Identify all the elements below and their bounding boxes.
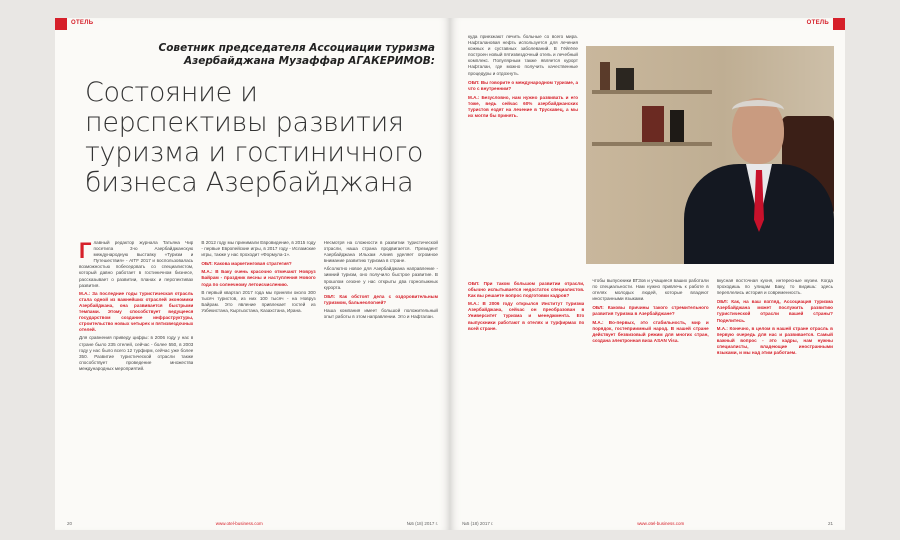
question-heading: ОБЛ: Вы говорите о международном туризме, а что с внутренним? xyxy=(468,79,578,91)
question-heading: ОБЛ: Как обстоят дела с оздоровительным туризмом, бальнеологией? xyxy=(323,293,438,305)
book xyxy=(600,62,610,90)
right-top-column xyxy=(468,34,578,264)
body-paragraph: вкусная восточная кухня, интересные музеи. Когда проходишь по улицам Баку, то видишь: здесь переплелись история и современность. xyxy=(716,278,833,296)
footer-website: www.otel-business.com xyxy=(215,521,263,526)
question-heading: ОБЛ: Как, на ваш взгляд, Ассоциация туризма Азербайджана может послужить развитию туристической отрасли вашей страны? Поделитесь. xyxy=(716,299,833,323)
section-label: ОТЕЛЬ xyxy=(806,20,829,26)
footer-issue: №5 (18) 2017 г. xyxy=(406,521,438,526)
article-subtitle xyxy=(135,42,435,68)
answer-paragraph: М.А.: В Баку очень красочно отмечают Новруз Байрам - праздник весны и наступления Нового года по солнечному летоисчислению. xyxy=(201,269,316,287)
text-column-3 xyxy=(324,240,438,510)
body-paragraph: Абсолютно новое для Азербайджана направление - зимний туризм, оно получило быстрое развитие. В прошлом сезоне у нас открыты два горнолыжных курорта. xyxy=(323,266,438,290)
drop-cap: Г xyxy=(79,240,92,263)
portrait-photo xyxy=(586,46,834,264)
answer-paragraph: М.А.: За последние годы туристическая отрасль стала одной из важнейших отраслей экономики Азербайджана, она развивается быстрыми темпами. Этому способствует ведущееся государством создание инфраструктуры, строительство новых четырех и пятизвездочных отелей. xyxy=(79,290,194,333)
text-column-1 xyxy=(468,278,584,510)
page-number: 21 xyxy=(827,521,833,526)
subtitle-line-1: Советник председателя Ассоциации туризма xyxy=(158,42,435,54)
section-label: ОТЕЛЬ xyxy=(71,20,94,26)
body-paragraph: Наша компания имеет большой положительный опыт работы в этом направлении. Это и Нафталан. xyxy=(323,307,438,320)
page-footer xyxy=(67,521,438,526)
answer-paragraph: М.А.: Безусловно, нам нужно развивать и его тоже, ведь сейчас 60% азербайджанских туристов ездят на лечение в Трускавец, а мы их могли бы принять. xyxy=(468,94,578,119)
book xyxy=(670,110,684,142)
question-heading: ОБЛ: Каковы причины такого стремительного развития туризма в Азербайджане? xyxy=(592,305,709,317)
red-corner-tab xyxy=(833,18,845,30)
body-paragraph: чтобы выпускники ВТЗов и учащиеся ваших работали по специальности. Нам нужно привлечь к работе в отелях молодых людей, которые владеют иностранными языками. xyxy=(592,278,709,302)
right-text-columns xyxy=(468,278,833,510)
text-column-1 xyxy=(79,240,193,510)
footer-issue: №5 (18) 2017 г. xyxy=(462,521,494,526)
text-column-2 xyxy=(201,240,315,510)
book xyxy=(642,106,664,142)
bookshelf xyxy=(592,142,712,146)
body-paragraph: Для сравнения приведу цифры: в 2006 году у нас в стране было 235 отелей, сейчас - более 550, в 2003 году у нас было всего 12 турфирм, сейчас уже более 350. Развитие туристической отрасли также способствует проведение множества международных мероприятий. xyxy=(79,335,194,371)
magazine-spread xyxy=(55,18,845,530)
question-heading: ОБЛ: При таком большом развитии отрасли, обычно испытывается недостаток специалистов. Как вы решаете вопрос подготовки кадров? xyxy=(468,281,585,299)
right-page xyxy=(450,18,845,530)
answer-paragraph: М.А.: Во-первых, это стабильность, мир и порядок, гостеприимный народ. В нашей стране действует безвизовый режим для многих стран, создана электронная виза ASAN Visa. xyxy=(592,319,709,343)
bookshelf xyxy=(592,90,712,94)
page-footer xyxy=(462,521,833,526)
left-page xyxy=(55,18,450,530)
book xyxy=(616,68,634,90)
page-number: 20 xyxy=(67,521,73,526)
body-paragraph: Несмотря на сложности в развитии туристической отрасли, наша страна продвигается. Президент Азербайджана Ильхам Алиев уделяет огромное внимание развитию туризма в стране. xyxy=(323,240,438,264)
left-text-columns xyxy=(79,240,438,510)
body-paragraph: куда приезжают лечить больные со всего мира. Нафталановая нефть используется для лечения кожных и суставных заболеваний. В Гёйгёле построен новый пятизвездочный отель и лечебный комплекс. Популярным также является курорт Нафталан, где можно получить качественные процедуры и отдохнуть. xyxy=(468,34,578,76)
body-paragraph: В первый квартал 2017 года мы приняли около 300 тысяч туристов, из них 100 тысяч - на Новруз Байрам. Это явление привлекает гостей из Узбекистана, Кыргызстана, Казахстана, Ирана. xyxy=(201,289,316,313)
article-headline: Состояние и перспективы развития туризма и гостиничного бизнеса Азербайджана xyxy=(85,77,424,198)
text-column-2 xyxy=(592,278,708,510)
hair xyxy=(732,100,784,120)
text-column-3 xyxy=(717,278,833,510)
answer-paragraph: М.А.: В 2006 году открылся Институт туризма Азербайджана, сейчас он преобразован в Университет туризма и менеджмента. Его выпускники работают в отелях и турфирмах по всей стране. xyxy=(468,301,585,331)
intro-paragraph: Главный редактор журнала Татьяна Чир посетила 3-ю Азербайджанскую международную выставку «Туризм и Путешествия» - AITF 2017 и воспользовалась возможностью побеседовать со специалистом, который давно работает в гостиничном бизнесе, рассказывает о развитии, планах и перспективах развития. xyxy=(79,240,194,288)
body-paragraph: В 2012 году мы принимали Евровидение, в 2015 году - первые Европейские игры, в 2017 году - Исламские игры, также у нас проходит «Формула-1». xyxy=(201,240,316,258)
footer-website: www.otel-business.com xyxy=(637,521,685,526)
red-corner-tab xyxy=(55,18,67,30)
subtitle-line-2: Азербайджана Музаффар АГАКЕРИМОВ: xyxy=(184,55,435,67)
question-heading: ОБЛ: Какова маркетинговая стратегия? xyxy=(201,261,292,267)
answer-paragraph: М.А.: Конечно, в целом в нашей стране отрасль в первую очередь для нас и развивается. Самый важный вопрос - это кадры, нам нужны специалисты, владеющие иностранными языками, и мы над этим работаем. xyxy=(716,325,833,356)
